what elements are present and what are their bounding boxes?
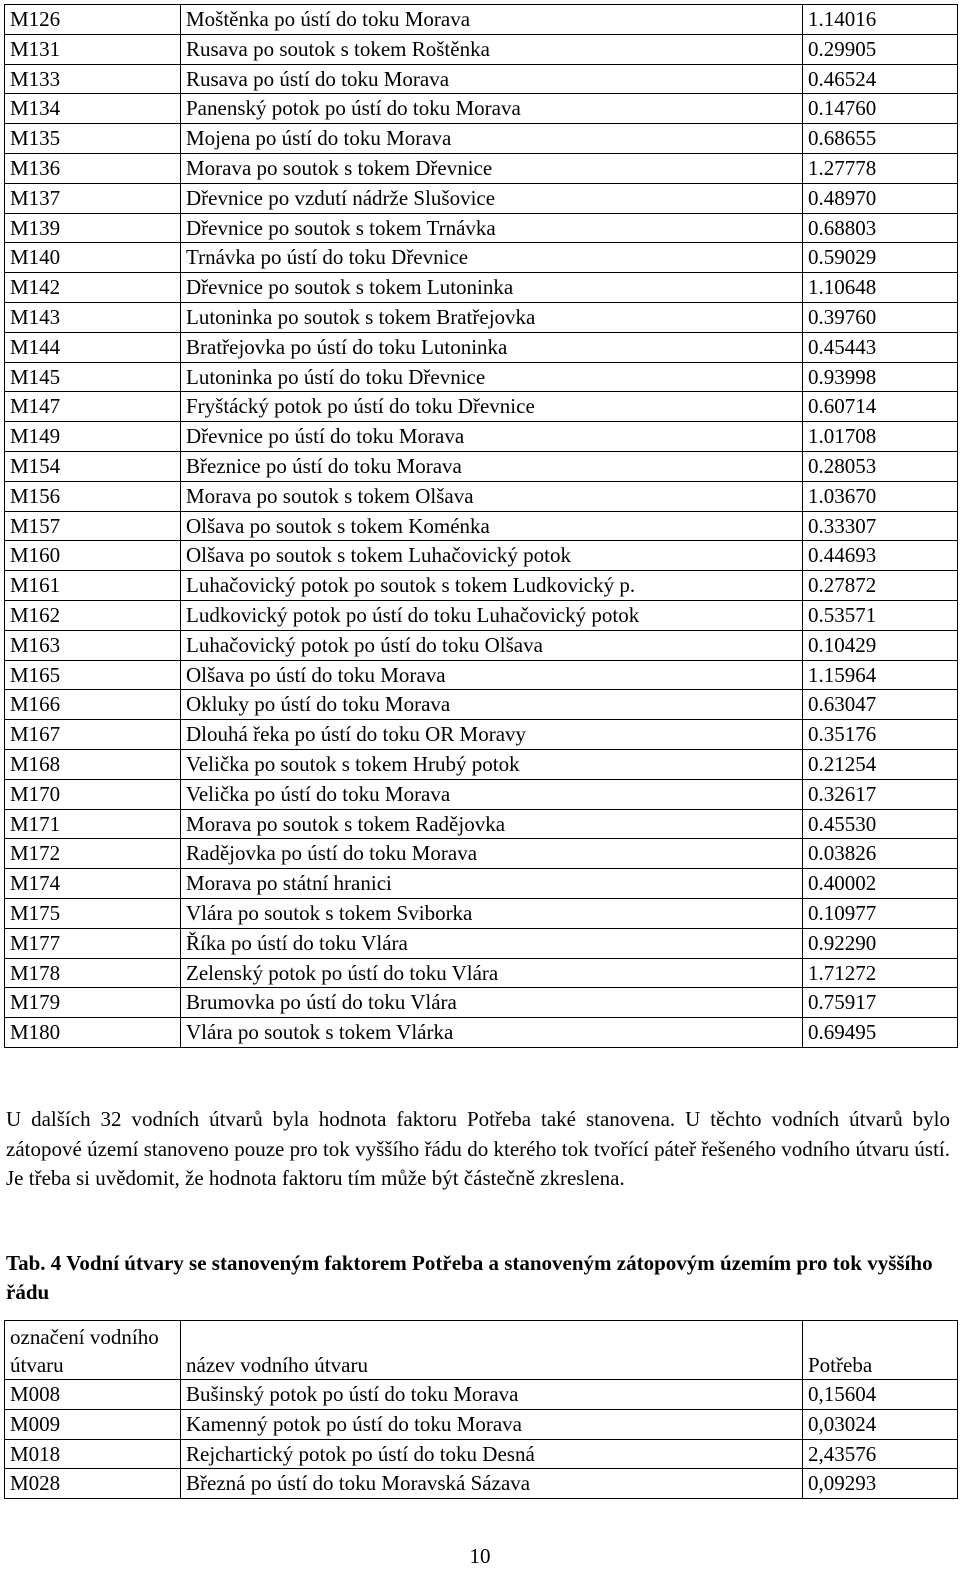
cell-value: 1.01708 <box>803 422 958 452</box>
cell-name: Olšava po soutok s tokem Koménka <box>181 511 803 541</box>
cell-value: 0.69495 <box>803 1018 958 1048</box>
cell-code: M149 <box>5 422 181 452</box>
table-row <box>5 600 958 630</box>
cell-code: M161 <box>5 571 181 601</box>
cell-value: 0.45530 <box>803 809 958 839</box>
table-row <box>5 183 958 213</box>
table-row <box>5 392 958 422</box>
cell-value: 0.10429 <box>803 630 958 660</box>
cell-value: 1.03670 <box>803 481 958 511</box>
cell-name: Panenský potok po ústí do toku Morava <box>181 94 803 124</box>
cell-value: 0,09293 <box>803 1469 958 1499</box>
cell-code: M168 <box>5 749 181 779</box>
table-row <box>5 1469 958 1499</box>
table-row <box>5 332 958 362</box>
table-row <box>5 928 958 958</box>
cell-name: Vlára po soutok s tokem Vlárka <box>181 1018 803 1048</box>
cell-name: Luhačovický potok po soutok s tokem Ludkovický p. <box>181 571 803 601</box>
cell-name: Zelenský potok po ústí do toku Vlára <box>181 958 803 988</box>
cell-code: M156 <box>5 481 181 511</box>
cell-name: Morava po státní hranici <box>181 869 803 899</box>
table-row <box>5 988 958 1018</box>
cell-code: M126 <box>5 5 181 35</box>
cell-value: 0.39760 <box>803 302 958 332</box>
table-row <box>5 124 958 154</box>
cell-name: Vlára po soutok s tokem Sviborka <box>181 898 803 928</box>
cell-value: 0.45443 <box>803 332 958 362</box>
cell-value: 0.27872 <box>803 571 958 601</box>
table-row <box>5 720 958 750</box>
cell-code: M157 <box>5 511 181 541</box>
cell-code: M131 <box>5 34 181 64</box>
cell-name: Bratřejovka po ústí do toku Lutoninka <box>181 332 803 362</box>
cell-code: M154 <box>5 451 181 481</box>
table-row <box>5 273 958 303</box>
cell-value: 0.60714 <box>803 392 958 422</box>
cell-name: Olšava po ústí do toku Morava <box>181 660 803 690</box>
cell-name: Morava po soutok s tokem Radějovka <box>181 809 803 839</box>
table-row <box>5 809 958 839</box>
table-row <box>5 422 958 452</box>
water-bodies-table <box>4 4 958 1048</box>
cell-name: Bušinský potok po ústí do toku Morava <box>181 1380 803 1410</box>
table-row <box>5 1018 958 1048</box>
cell-code: M162 <box>5 600 181 630</box>
table-row <box>5 1439 958 1469</box>
table-row <box>5 511 958 541</box>
cell-name: Morava po soutok s tokem Olšava <box>181 481 803 511</box>
table-row <box>5 481 958 511</box>
cell-name: Radějovka po ústí do toku Morava <box>181 839 803 869</box>
cell-value: 0.32617 <box>803 779 958 809</box>
cell-name: Dlouhá řeka po ústí do toku OR Moravy <box>181 720 803 750</box>
cell-name: Rusava po soutok s tokem Roštěnka <box>181 34 803 64</box>
cell-code: M177 <box>5 928 181 958</box>
cell-value: 0.92290 <box>803 928 958 958</box>
cell-code: M139 <box>5 213 181 243</box>
table-row <box>5 779 958 809</box>
cell-value: 0.59029 <box>803 243 958 273</box>
cell-code: M143 <box>5 302 181 332</box>
cell-code: M147 <box>5 392 181 422</box>
cell-value: 0.14760 <box>803 94 958 124</box>
cell-name: Lutoninka po ústí do toku Dřevnice <box>181 362 803 392</box>
cell-value: 1.71272 <box>803 958 958 988</box>
cell-name: Moštěnka po ústí do toku Morava <box>181 5 803 35</box>
cell-name: Březná po ústí do toku Moravská Sázava <box>181 1469 803 1499</box>
table-row <box>5 958 958 988</box>
cell-name: Kamenný potok po ústí do toku Morava <box>181 1409 803 1439</box>
cell-value: 1.10648 <box>803 273 958 303</box>
cell-code: M172 <box>5 839 181 869</box>
cell-value: 0.33307 <box>803 511 958 541</box>
cell-name: Trnávka po ústí do toku Dřevnice <box>181 243 803 273</box>
cell-code: M018 <box>5 1439 181 1469</box>
table-4-caption: Tab. 4 Vodní útvary se stanoveným faktorem Potřeba a stanoveným zátopovým územím pro tok vyššího řádu <box>6 1251 933 1304</box>
cell-value: 0.53571 <box>803 600 958 630</box>
cell-code: M142 <box>5 273 181 303</box>
cell-name: Morava po soutok s tokem Dřevnice <box>181 153 803 183</box>
cell-code: M144 <box>5 332 181 362</box>
table-row <box>5 362 958 392</box>
table-row <box>5 869 958 899</box>
table-row <box>5 5 958 35</box>
cell-code: M179 <box>5 988 181 1018</box>
cell-code: M178 <box>5 958 181 988</box>
cell-value: 0.75917 <box>803 988 958 1018</box>
cell-name: Dřevnice po ústí do toku Morava <box>181 422 803 452</box>
cell-value: 1.27778 <box>803 153 958 183</box>
cell-code: M175 <box>5 898 181 928</box>
header-value: Potřeba <box>803 1321 958 1380</box>
cell-code: M028 <box>5 1469 181 1499</box>
cell-name: Březnice po ústí do toku Morava <box>181 451 803 481</box>
cell-value: 1.15964 <box>803 660 958 690</box>
higher-order-flood-table <box>4 1320 958 1499</box>
cell-value: 0.63047 <box>803 690 958 720</box>
cell-code: M134 <box>5 94 181 124</box>
cell-code: M160 <box>5 541 181 571</box>
table-row <box>5 34 958 64</box>
cell-code: M140 <box>5 243 181 273</box>
cell-name: Fryštácký potok po ústí do toku Dřevnice <box>181 392 803 422</box>
cell-code: M137 <box>5 183 181 213</box>
table-row <box>5 243 958 273</box>
cell-value: 0.28053 <box>803 451 958 481</box>
table-row <box>5 451 958 481</box>
table-header-row <box>5 1321 958 1380</box>
table-row <box>5 64 958 94</box>
table-row <box>5 541 958 571</box>
cell-value: 2,43576 <box>803 1439 958 1469</box>
cell-value: 0.68655 <box>803 124 958 154</box>
cell-value: 0,15604 <box>803 1380 958 1410</box>
cell-value: 0.44693 <box>803 541 958 571</box>
table-row <box>5 213 958 243</box>
cell-code: M170 <box>5 779 181 809</box>
cell-value: 1.14016 <box>803 5 958 35</box>
explanatory-paragraph: U dalších 32 vodních útvarů byla hodnota faktoru Potřeba také stanovena. U těchto vodních útvarů bylo zátopové území stanoveno pouze pro tok vyššího řádu do kterého tok tvořící páteř řešeného vodního útvaru ústí. Je třeba si uvědomit, že hodnota faktoru tím může být částečně zkreslena. <box>6 1107 950 1190</box>
header-code: označení vodního útvaru <box>5 1321 181 1380</box>
table-row <box>5 94 958 124</box>
cell-code: M009 <box>5 1409 181 1439</box>
cell-value: 0,03024 <box>803 1409 958 1439</box>
cell-value: 0.10977 <box>803 898 958 928</box>
cell-name: Dřevnice po soutok s tokem Lutoninka <box>181 273 803 303</box>
table-row <box>5 690 958 720</box>
cell-value: 0.48970 <box>803 183 958 213</box>
table-row <box>5 302 958 332</box>
cell-name: Říka po ústí do toku Vlára <box>181 928 803 958</box>
table-row <box>5 630 958 660</box>
table-row <box>5 1380 958 1410</box>
cell-name: Velička po soutok s tokem Hrubý potok <box>181 749 803 779</box>
cell-name: Rejchartický potok po ústí do toku Desná <box>181 1439 803 1469</box>
table-row <box>5 660 958 690</box>
cell-value: 0.68803 <box>803 213 958 243</box>
table-row <box>5 153 958 183</box>
cell-code: M145 <box>5 362 181 392</box>
cell-name: Dřevnice po soutok s tokem Trnávka <box>181 213 803 243</box>
cell-value: 0.40002 <box>803 869 958 899</box>
cell-code: M166 <box>5 690 181 720</box>
cell-code: M135 <box>5 124 181 154</box>
cell-code: M163 <box>5 630 181 660</box>
table-row <box>5 1409 958 1439</box>
header-name: název vodního útvaru <box>181 1321 803 1380</box>
cell-code: M165 <box>5 660 181 690</box>
cell-name: Olšava po soutok s tokem Luhačovický potok <box>181 541 803 571</box>
cell-value: 0.29905 <box>803 34 958 64</box>
table-row <box>5 839 958 869</box>
cell-code: M133 <box>5 64 181 94</box>
cell-value: 0.21254 <box>803 749 958 779</box>
cell-name: Luhačovický potok po ústí do toku Olšava <box>181 630 803 660</box>
cell-code: M180 <box>5 1018 181 1048</box>
cell-code: M136 <box>5 153 181 183</box>
cell-name: Okluky po ústí do toku Morava <box>181 690 803 720</box>
table-row <box>5 571 958 601</box>
table-row <box>5 749 958 779</box>
cell-value: 0.03826 <box>803 839 958 869</box>
cell-name: Ludkovický potok po ústí do toku Luhačovický potok <box>181 600 803 630</box>
cell-code: M171 <box>5 809 181 839</box>
cell-code: M167 <box>5 720 181 750</box>
cell-name: Dřevnice po vzdutí nádrže Slušovice <box>181 183 803 213</box>
cell-value: 0.46524 <box>803 64 958 94</box>
cell-code: M174 <box>5 869 181 899</box>
cell-value: 0.93998 <box>803 362 958 392</box>
cell-value: 0.35176 <box>803 720 958 750</box>
cell-name: Velička po ústí do toku Morava <box>181 779 803 809</box>
table-row <box>5 898 958 928</box>
cell-name: Brumovka po ústí do toku Vlára <box>181 988 803 1018</box>
cell-code: M008 <box>5 1380 181 1410</box>
page-number: 10 <box>469 1544 491 1568</box>
cell-name: Mojena po ústí do toku Morava <box>181 124 803 154</box>
cell-name: Rusava po ústí do toku Morava <box>181 64 803 94</box>
cell-name: Lutoninka po soutok s tokem Bratřejovka <box>181 302 803 332</box>
